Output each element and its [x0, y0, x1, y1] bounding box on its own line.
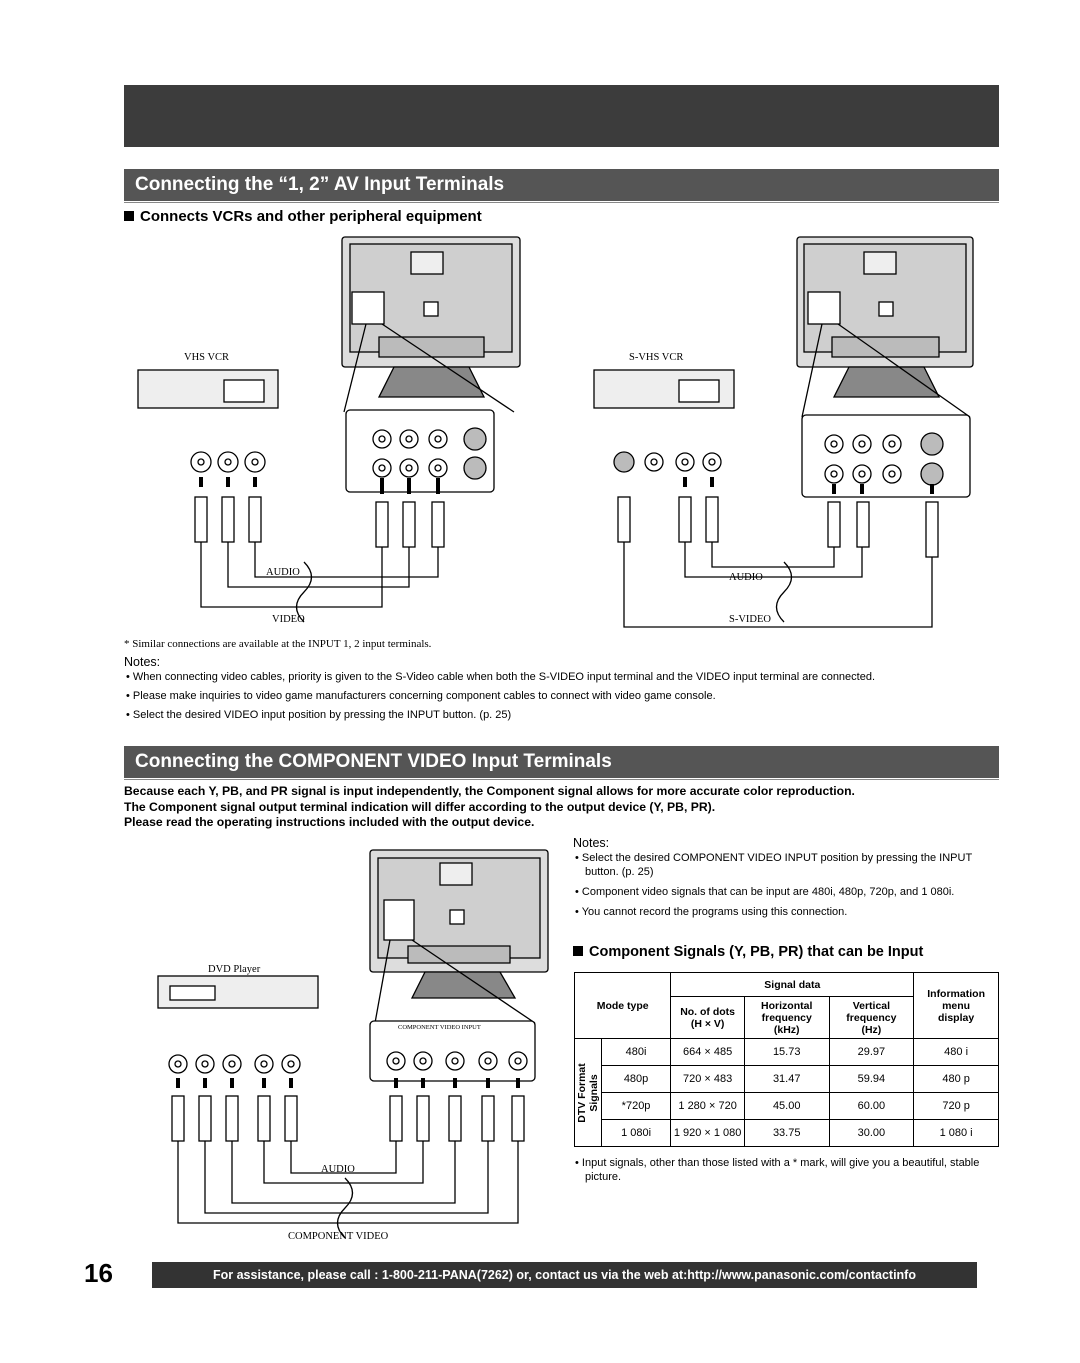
header-mode-type: Mode type: [575, 973, 671, 1039]
header-info-line-3: display: [938, 1011, 975, 1024]
header-v-line-2: frequency: [846, 1011, 897, 1024]
cell-display: 480 p: [914, 1066, 999, 1093]
cell-h: 15.73: [744, 1039, 829, 1066]
side-label-line-2: Signals: [587, 1073, 600, 1112]
header-dots-line-1: No. of dots: [680, 1005, 736, 1018]
signals-heading: [573, 944, 923, 960]
av-note-1: • When connecting video cables, priority is given to the S-Video cable when both the S-VIDEO input terminal and the VIDEO input terminal are connected.: [126, 670, 998, 684]
table-note: • Input signals, other than those listed with a * mark, will give you a beautiful, stable picture.: [575, 1156, 995, 1184]
cell-h: 33.75: [744, 1120, 829, 1147]
side-label-line-1: DTV Format: [575, 1062, 588, 1123]
section-title-component: Connecting the COMPONENT VIDEO Input Terminals: [124, 746, 999, 778]
side-label: [576, 1063, 600, 1123]
page-number: 16: [84, 1258, 113, 1288]
cell-mode: *720p: [601, 1093, 671, 1120]
av-notes-title: Notes:: [124, 655, 161, 669]
component-note-2: • Component video signals that can be input are 480i, 480p, 720p, and 1 080i.: [575, 885, 1000, 899]
header-info-line-2: menu: [942, 999, 971, 1012]
table-row: [575, 1039, 999, 1066]
component-note-3: • You cannot record the programs using this connection.: [575, 905, 1000, 919]
component-notes-title: Notes:: [573, 836, 610, 850]
av-note-3: • Select the desired VIDEO input position by pressing the INPUT button. (p. 25): [126, 708, 998, 722]
component-intro-line-2: The Component signal output terminal indication will differ according to the output device (Y, PB, PR).: [124, 799, 716, 814]
cell-display: 480 i: [914, 1039, 999, 1066]
av-footnote: * Similar connections are available at the INPUT 1, 2 input terminals.: [124, 638, 432, 650]
label-audio-1: AUDIO: [266, 567, 300, 578]
cell-dots: 1 920 × 1 080: [671, 1120, 745, 1147]
side-label-cell: [575, 1039, 602, 1147]
label-component-video-input: COMPONENT VIDEO INPUT: [398, 1024, 481, 1031]
cell-v: 30.00: [829, 1120, 914, 1147]
label-video-1: VIDEO: [272, 614, 305, 625]
header-dots-line-2: (H × V): [690, 1017, 725, 1030]
header-horizontal: [744, 997, 829, 1039]
label-audio-2: AUDIO: [729, 572, 763, 583]
header-v-line-3: (Hz): [861, 1023, 882, 1036]
table-row: [575, 1066, 999, 1093]
cell-v: 59.94: [829, 1066, 914, 1093]
cell-mode: 480p: [601, 1066, 671, 1093]
signals-table: [574, 972, 999, 1147]
av-note-2: • Please make inquiries to video game manufacturers concerning component cables to connect with video game console.: [126, 689, 998, 703]
cell-display: 1 080 i: [914, 1120, 999, 1147]
cell-mode: 480i: [601, 1039, 671, 1066]
cell-h: 45.00: [744, 1093, 829, 1120]
component-intro-line-1: Because each Y, PB, and PR signal is input independently, the Component signal allows for more accurate color reproduction.: [124, 784, 855, 798]
header-info: [914, 973, 999, 1039]
subheading-av: [124, 208, 482, 225]
signals-heading-text: Component Signals (Y, PB, PR) that can be Input: [589, 944, 924, 960]
label-audio-3: AUDIO: [321, 1164, 355, 1175]
assistance-footer: For assistance, please call : 1-800-211-PANA(7262) or, contact us via the web at:http://www.panasonic.com/contactinfo: [152, 1262, 977, 1288]
component-intro-line-3: Please read the operating instructions included with the output device.: [124, 815, 535, 829]
av-connection-diagram: [124, 232, 1000, 642]
cell-h: 31.47: [744, 1066, 829, 1093]
label-vhs-vcr: VHS VCR: [184, 352, 230, 363]
header-h-line-3: (kHz): [773, 1023, 800, 1036]
cell-dots: 720 × 483: [671, 1066, 745, 1093]
label-dvd-player: DVD Player: [208, 964, 261, 975]
header-vertical: [829, 997, 914, 1039]
cell-dots: 664 × 485: [671, 1039, 745, 1066]
cell-v: 29.97: [829, 1039, 914, 1066]
component-intro: [124, 784, 1004, 831]
component-note-1: • Select the desired COMPONENT VIDEO INPUT position by pressing the INPUT button. (p. 25): [575, 851, 1000, 879]
label-svhs-vcr: S-VHS VCR: [629, 352, 684, 363]
cell-display: 720 p: [914, 1093, 999, 1120]
cell-v: 60.00: [829, 1093, 914, 1120]
page-header-bar: [124, 85, 999, 147]
section-title-av: Connecting the “1, 2” AV Input Terminals: [124, 169, 999, 201]
cell-mode: 1 080i: [601, 1120, 671, 1147]
header-dots: [671, 997, 745, 1039]
header-info-line-1: Information: [927, 987, 985, 1000]
av-notes-list: [126, 670, 998, 722]
component-notes-list: [575, 851, 1000, 919]
subheading-av-text: Connects VCRs and other peripheral equipment: [140, 208, 482, 225]
component-connection-diagram: [150, 848, 570, 1248]
header-v-line-1: Vertical: [852, 999, 891, 1012]
cell-dots: 1 280 × 720: [671, 1093, 745, 1120]
label-s-video-2: S-VIDEO: [729, 614, 771, 625]
table-row: [575, 1120, 999, 1147]
header-h-line-2: frequency: [761, 1011, 812, 1024]
header-signal-data: Signal data: [671, 973, 914, 997]
square-bullet-icon: [124, 211, 134, 221]
label-component-video: COMPONENT VIDEO: [288, 1231, 389, 1242]
header-h-line-1: Horizontal: [761, 999, 813, 1012]
square-bullet-icon: [573, 946, 583, 956]
table-row: [575, 1093, 999, 1120]
